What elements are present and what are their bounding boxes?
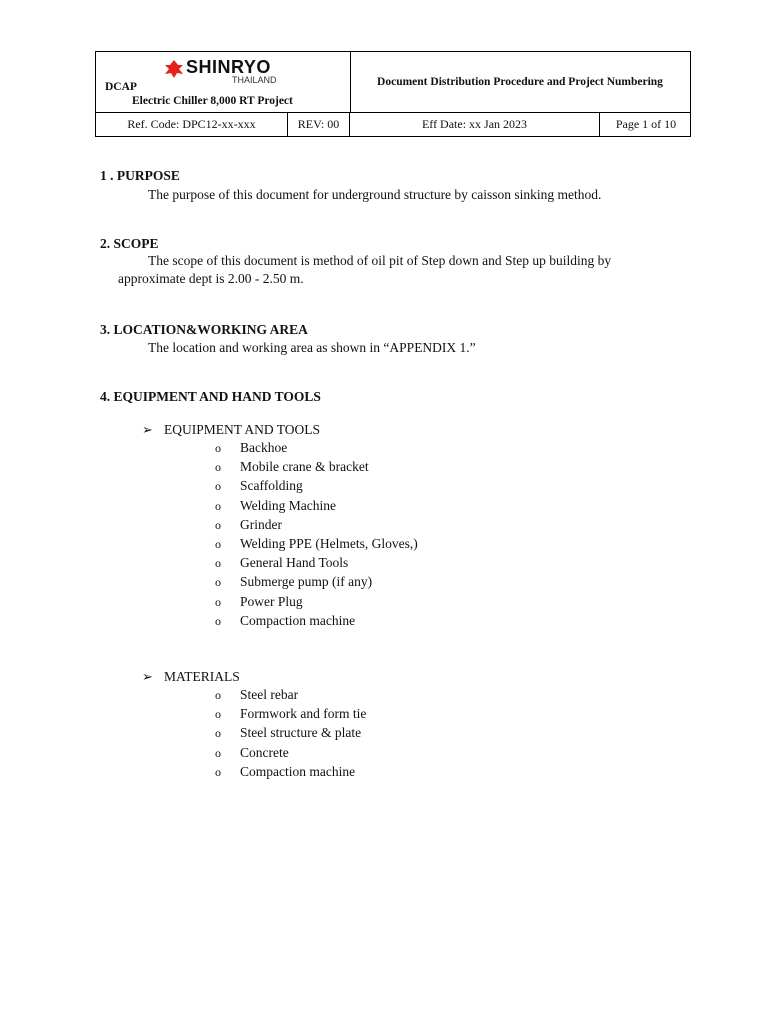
list-item-text: Concrete — [240, 744, 289, 760]
circle-bullet-icon: o — [215, 537, 221, 551]
circle-bullet-icon: o — [215, 594, 221, 609]
project-name: Electric Chiller 8,000 RT Project — [132, 95, 293, 107]
list-item — [215, 613, 355, 629]
circle-bullet-icon: o — [215, 613, 221, 628]
circle-bullet-icon: o — [215, 575, 221, 590]
list-item-text: Mobile crane & bracket — [240, 459, 369, 475]
equipment-heading: 4. EQUIPMENT AND HAND TOOLS — [100, 389, 321, 404]
list-item-text: Backhoe — [240, 440, 288, 455]
revision: REV: 00 — [288, 112, 350, 137]
list-item-text: Compaction machine — [240, 612, 356, 628]
list-item — [215, 764, 355, 780]
list-item — [215, 536, 418, 552]
purpose-heading: 1 . PURPOSE — [100, 168, 180, 183]
purpose-text: The purpose of this document for underground structure by caisson sinking method. — [148, 187, 602, 202]
list-item-text: Grinder — [240, 516, 282, 532]
circle-bullet-icon: o — [215, 517, 221, 532]
circle-bullet-icon: o — [215, 556, 221, 571]
list-item-text: Scaffolding — [240, 478, 303, 494]
list-item — [215, 459, 369, 475]
document-header — [95, 51, 691, 137]
header-info-row — [96, 112, 690, 137]
list-item-text: General Hand Tools — [240, 555, 349, 571]
header-title-cell — [350, 52, 690, 112]
scope-text-line1: The scope of this document is method of oil pit of Step down and Step up building by — [148, 253, 612, 268]
circle-bullet-icon: o — [215, 707, 221, 722]
list-item — [215, 440, 287, 456]
list-item — [215, 745, 289, 761]
effective-date: Eff Date: xx Jan 2023 — [350, 112, 600, 137]
list-item — [215, 706, 366, 722]
circle-bullet-icon: o — [215, 745, 221, 760]
list-item — [215, 687, 298, 703]
arrow-bullet-icon: ➢ — [142, 669, 153, 684]
circle-bullet-icon: o — [215, 688, 221, 702]
list-item — [215, 574, 372, 590]
list-item-text: Formwork and form tie — [240, 706, 367, 722]
list-item — [215, 517, 282, 533]
list-item-text: Power Plug — [240, 593, 303, 609]
location-text: The location and working area as shown in “APPENDIX 1.” — [148, 340, 476, 355]
list-item — [215, 725, 361, 741]
logo-subtitle: THAILAND — [232, 75, 277, 85]
list-item-text: Steel rebar — [240, 687, 299, 702]
company-logo — [164, 57, 284, 85]
shinryo-logo-icon — [164, 59, 184, 79]
materials-bullet — [142, 669, 240, 685]
tools-bullet — [142, 422, 320, 438]
document-title: Document Distribution Procedure and Project Numbering — [377, 76, 663, 88]
list-item — [215, 594, 303, 610]
list-item — [215, 478, 303, 494]
header-top-row — [96, 52, 690, 113]
list-item-text: Welding PPE (Helmets, Gloves,) — [240, 536, 418, 551]
list-item — [215, 555, 348, 571]
dcap-label: DCAP — [105, 81, 137, 93]
circle-bullet-icon: o — [215, 479, 221, 494]
list-item-text: Steel structure & plate — [240, 725, 362, 741]
tools-label: EQUIPMENT AND TOOLS — [164, 422, 321, 437]
header-logo-cell — [96, 52, 351, 112]
page-number: Page 1 of 10 — [615, 117, 677, 131]
list-item-text: Submerge pump (if any) — [240, 574, 373, 590]
list-item-text: Welding Machine — [240, 497, 337, 513]
circle-bullet-icon: o — [215, 460, 221, 475]
list-item-text: Compaction machine — [240, 763, 356, 779]
logo-name: SHINRYO — [186, 57, 271, 77]
arrow-bullet-icon: ➢ — [142, 422, 153, 437]
circle-bullet-icon: o — [215, 441, 221, 455]
scope-heading: 2. SCOPE — [100, 236, 159, 251]
materials-label: MATERIALS — [164, 669, 240, 684]
ref-code: Ref. Code: DPC12-xx-xxx — [96, 112, 288, 137]
circle-bullet-icon: o — [215, 498, 221, 513]
location-heading: 3. LOCATION&WORKING AREA — [100, 322, 308, 337]
scope-text-line2: approximate dept is 2.00 - 2.50 m. — [118, 271, 304, 286]
circle-bullet-icon: o — [215, 764, 221, 779]
list-item — [215, 498, 336, 514]
circle-bullet-icon: o — [215, 726, 221, 741]
